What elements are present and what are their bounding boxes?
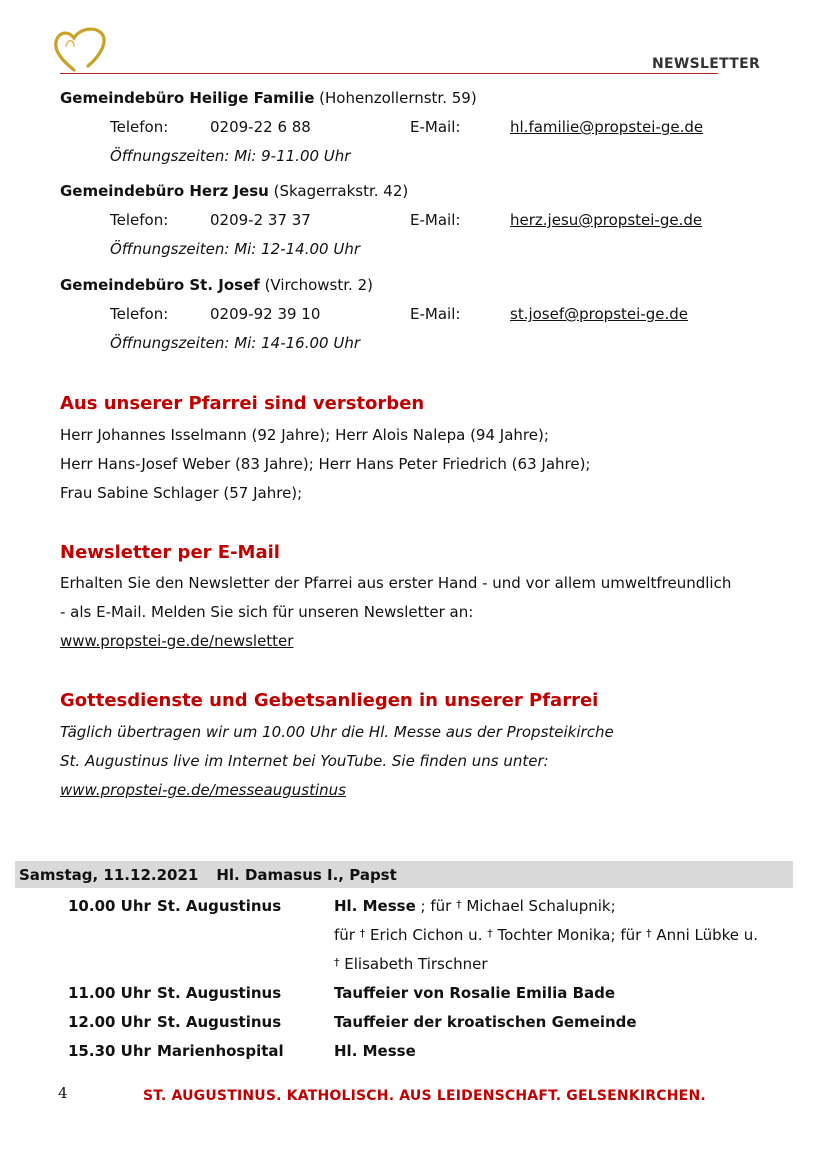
office-heilige-familie <box>60 89 477 107</box>
day-date: Samstag, 11.12.2021 <box>19 866 199 884</box>
intention-text: ; für <box>415 897 457 915</box>
cross-icon: † <box>456 898 462 911</box>
phone-label: Telefon: <box>110 211 169 229</box>
services-text: St. Augustinus live im Internet bei YouTube. Sie finden uns unter: <box>60 752 549 770</box>
email-link[interactable]: herz.jesu@propstei-ge.de <box>510 211 703 229</box>
event-title <box>334 1042 416 1060</box>
event-place: St. Augustinus <box>157 1013 282 1031</box>
heart-logo-icon <box>52 26 112 74</box>
intention-text: Elisabeth Tirschner <box>339 955 488 973</box>
phone-number: 0209-92 39 10 <box>210 305 321 323</box>
intention-text: Tochter Monika; für <box>492 926 647 944</box>
office-contact-row <box>110 118 703 136</box>
phone-number: 0209-2 37 37 <box>210 211 311 229</box>
cross-icon: † <box>646 927 652 940</box>
event-place: St. Augustinus <box>157 984 282 1002</box>
cross-icon: † <box>334 956 340 969</box>
email-link[interactable]: st.josef@propstei-ge.de <box>510 305 688 323</box>
intention-text: Michael Schalupnik; <box>461 897 616 915</box>
office-name: Gemeindebüro Herz Jesu <box>60 182 269 200</box>
newsletter-text: Erhalten Sie den Newsletter der Pfarrei aus erster Hand - und vor allem umweltfreundlich <box>60 574 732 592</box>
event-title-text: Tauffeier von Rosalie Emilia Bade <box>334 984 616 1002</box>
event-place: Marienhospital <box>157 1042 284 1060</box>
event-title <box>334 1013 637 1031</box>
event-time: 15.30 Uhr <box>68 1042 151 1060</box>
event-place: St. Augustinus <box>157 897 282 915</box>
office-address: (Skagerrakstr. 42) <box>273 182 409 200</box>
email-label: E-Mail: <box>410 211 461 229</box>
services-link[interactable]: www.propstei-ge.de/messeaugustinus <box>60 781 346 799</box>
event-title-text: Hl. Messe <box>334 897 416 915</box>
header-divider <box>60 73 718 74</box>
page-number: 4 <box>58 1084 68 1102</box>
event-title-text: Hl. Messe <box>334 1042 416 1060</box>
office-contact-row <box>110 305 688 323</box>
email-label: E-Mail: <box>410 305 461 323</box>
event-time: 11.00 Uhr <box>68 984 151 1002</box>
office-herz-jesu <box>60 182 408 200</box>
services-text: Täglich übertragen wir um 10.00 Uhr die Hl. Messe aus der Propsteikirche <box>60 723 614 741</box>
event-intention-cont <box>334 955 488 973</box>
deceased-line: Frau Sabine Schlager (57 Jahre); <box>60 484 303 502</box>
event-intention-cont <box>334 926 758 944</box>
deceased-line: Herr Johannes Isselmann (92 Jahre); Herr Alois Nalepa (94 Jahre); <box>60 426 549 444</box>
phone-label: Telefon: <box>110 305 169 323</box>
header-label: NEWSLETTER <box>652 56 761 72</box>
event-time: 12.00 Uhr <box>68 1013 151 1031</box>
deceased-heading: Aus unserer Pfarrei sind verstorben <box>60 393 425 414</box>
office-hours: Öffnungszeiten: Mi: 12-14.00 Uhr <box>110 240 360 258</box>
office-hours: Öffnungszeiten: Mi: 9-11.00 Uhr <box>110 147 351 165</box>
footer-slogan: ST. AUGUSTINUS. KATHOLISCH. AUS LEIDENSCHAFT. GELSENKIRCHEN. <box>143 1088 706 1104</box>
deceased-line: Herr Hans-Josef Weber (83 Jahre); Herr Hans Peter Friedrich (63 Jahre); <box>60 455 591 473</box>
services-heading: Gottesdienste und Gebetsanliegen in unserer Pfarrei <box>60 690 599 711</box>
event-title <box>334 897 616 915</box>
office-address: (Hohenzollernstr. 59) <box>319 89 477 107</box>
newsletter-link[interactable]: www.propstei-ge.de/newsletter <box>60 632 294 650</box>
intention-text: für <box>334 926 360 944</box>
office-hours: Öffnungszeiten: Mi: 14-16.00 Uhr <box>110 334 360 352</box>
day-saint: Hl. Damasus I., Papst <box>216 866 397 884</box>
email-link[interactable]: hl.familie@propstei-ge.de <box>510 118 704 136</box>
day-header <box>19 866 397 884</box>
office-name: Gemeindebüro Heilige Familie <box>60 89 315 107</box>
newsletter-text: - als E-Mail. Melden Sie sich für unseren Newsletter an: <box>60 603 474 621</box>
office-st-josef <box>60 276 373 294</box>
cross-icon: † <box>487 927 493 940</box>
intention-text: Erich Cichon u. <box>365 926 488 944</box>
office-name: Gemeindebüro St. Josef <box>60 276 260 294</box>
email-label: E-Mail: <box>410 118 461 136</box>
event-time: 10.00 Uhr <box>68 897 151 915</box>
office-contact-row <box>110 211 702 229</box>
event-title-text: Tauffeier der kroatischen Gemeinde <box>334 1013 637 1031</box>
phone-label: Telefon: <box>110 118 169 136</box>
intention-text: Anni Lübke u. <box>651 926 759 944</box>
office-address: (Virchowstr. 2) <box>264 276 373 294</box>
newsletter-heading: Newsletter per E-Mail <box>60 542 280 563</box>
cross-icon: † <box>359 927 366 940</box>
event-title <box>334 984 615 1002</box>
phone-number: 0209-22 6 88 <box>210 118 311 136</box>
